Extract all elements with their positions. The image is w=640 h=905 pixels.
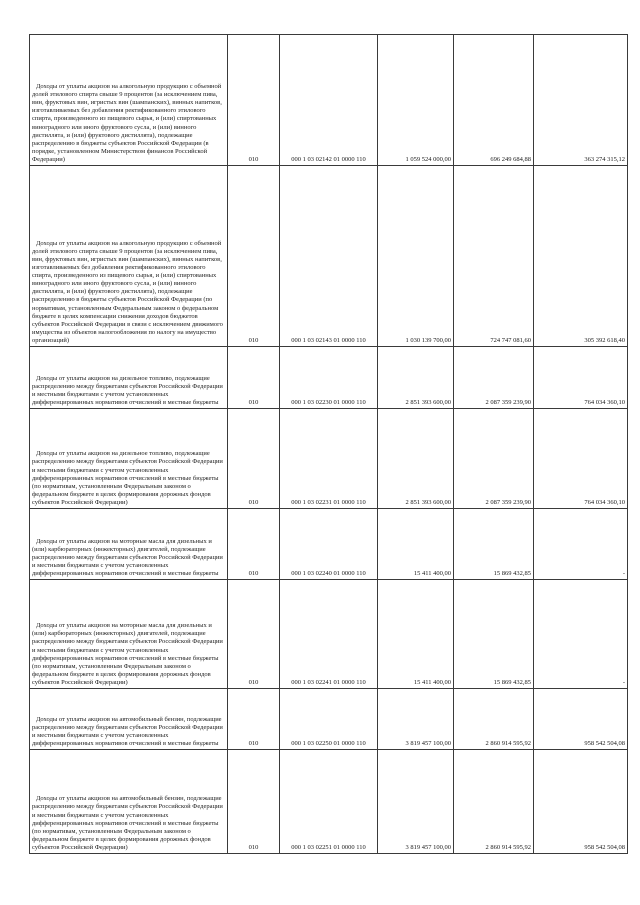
- table-row: [30, 580, 628, 689]
- table-row: [30, 347, 628, 409]
- row-name: Доходы от уплаты акцизов на моторные масла для дизельных и (или) карбюраторных (инжекторных) двигателей, подлежащие распределению между бюджетами субъектов Российской Федерации и местными бюджетами с учетом установленных дифференцированных нормативов отчислений в местные бюджеты: [30, 509, 228, 580]
- row-approved: 3 819 457 100,00: [378, 750, 454, 854]
- row-code: 010: [228, 35, 280, 166]
- row-approved: 1 030 139 700,00: [378, 166, 454, 347]
- row-executed: 15 869 432,85: [454, 509, 534, 580]
- row-unexecuted: 363 274 315,12: [534, 35, 628, 166]
- row-kbk: 000 1 03 02251 01 0000 110: [280, 750, 378, 854]
- row-executed: 2 087 359 239,90: [454, 347, 534, 409]
- row-approved: 15 411 400,00: [378, 580, 454, 689]
- row-kbk: 000 1 03 02142 01 0000 110: [280, 35, 378, 166]
- row-approved: 2 851 393 600,00: [378, 409, 454, 509]
- row-code: 010: [228, 166, 280, 347]
- income-report-table: [29, 34, 628, 854]
- row-unexecuted: -: [534, 580, 628, 689]
- row-code: 010: [228, 409, 280, 509]
- row-executed: 696 249 684,88: [454, 35, 534, 166]
- row-kbk: 000 1 03 02250 01 0000 110: [280, 689, 378, 750]
- row-executed: 2 860 914 595,92: [454, 750, 534, 854]
- row-approved: 1 059 524 000,00: [378, 35, 454, 166]
- row-name: Доходы от уплаты акцизов на моторные масла для дизельных и (или) карбюраторных (инжекторных) двигателей, подлежащие распределению между бюджетами субъектов Российской Федерации и местными бюджетами с учетом установленных дифференцированных нормативов отчислений в местные бюджеты (по нормативам, установленным Федеральным законом о федеральном бюджете в целях формирования дорожных фондов субъектов Российской Федерации): [30, 580, 228, 689]
- row-unexecuted: 305 392 618,40: [534, 166, 628, 347]
- row-approved: 2 851 393 600,00: [378, 347, 454, 409]
- row-executed: 2 087 359 239,90: [454, 409, 534, 509]
- row-unexecuted: 764 034 360,10: [534, 409, 628, 509]
- row-code: 010: [228, 689, 280, 750]
- row-unexecuted: 764 034 360,10: [534, 347, 628, 409]
- row-kbk: 000 1 03 02240 01 0000 110: [280, 509, 378, 580]
- row-kbk: 000 1 03 02231 01 0000 110: [280, 409, 378, 509]
- row-code: 010: [228, 750, 280, 854]
- table-row: [30, 509, 628, 580]
- table-row: [30, 689, 628, 750]
- row-name: Доходы от уплаты акцизов на алкогольную продукцию с объемной долей этилового спирта свыше 9 процентов (за исключением пива, вин, фруктовых вин, игристых вин (шампанских), винных напитков, изготавливаемых без добавления ректификованного этилового спирта, произведенного из пищевого сырья, и (или) спиртованных виноградного или иного фруктового сусла, и (или) винного дистиллята, и (или) фруктового дистиллята), подлежащие распределению в бюджеты субъектов Российской Федерации (в порядке, установленном Министерством финансов Российской Федерации): [30, 35, 228, 166]
- row-name: Доходы от уплаты акцизов на дизельное топливо, подлежащие распределению между бюджетами субъектов Российской Федерации и местными бюджетами с учетом установленных дифференцированных нормативов отчислений в местные бюджеты: [30, 347, 228, 409]
- row-name: Доходы от уплаты акцизов на алкогольную продукцию с объемной долей этилового спирта свыше 9 процентов (за исключением пива, вин, фруктовых вин, игристых вин (шампанских), винных напитков, изготавливаемых без добавления ректификованного этилового спирта, произведенного из пищевого сырья, и (или) спиртованных виноградного или иного фруктового сусла, и (или) винного дистиллята, и (или) фруктового дистиллята), подлежащие распределению в бюджеты субъектов Российской Федерации (по нормативам, установленным Федеральным законом о федеральном бюджете в целях компенсации снижения доходов бюджетов субъектов Российской Федерации в связи с исключением движимого имущества из объектов налогообложения по налогу на имущество организаций): [30, 166, 228, 347]
- row-kbk: 000 1 03 02143 01 0000 110: [280, 166, 378, 347]
- row-unexecuted: 958 542 504,08: [534, 689, 628, 750]
- row-name: Доходы от уплаты акцизов на автомобильный бензин, подлежащие распределению между бюджетами субъектов Российской Федерации и местными бюджетами с учетом установленных дифференцированных нормативов отчислений в местные бюджеты: [30, 689, 228, 750]
- row-code: 010: [228, 580, 280, 689]
- row-unexecuted: 958 542 504,08: [534, 750, 628, 854]
- table-row: [30, 166, 628, 347]
- row-name: Доходы от уплаты акцизов на дизельное топливо, подлежащие распределению между бюджетами субъектов Российской Федерации и местными бюджетами с учетом установленных дифференцированных нормативов отчислений в местные бюджеты (по нормативам, установленным Федеральным законом о федеральном бюджете в целях формирования дорожных фондов субъектов Российской Федерации): [30, 409, 228, 509]
- row-approved: 15 411 400,00: [378, 509, 454, 580]
- row-unexecuted: -: [534, 509, 628, 580]
- row-kbk: 000 1 03 02241 01 0000 110: [280, 580, 378, 689]
- table-row: [30, 750, 628, 854]
- table-row: [30, 35, 628, 166]
- row-executed: 2 860 914 595,92: [454, 689, 534, 750]
- row-approved: 3 819 457 100,00: [378, 689, 454, 750]
- row-name: Доходы от уплаты акцизов на автомобильный бензин, подлежащие распределению между бюджетами субъектов Российской Федерации и местными бюджетами с учетом установленных дифференцированных нормативов отчислений в местные бюджеты (по нормативам, установленным Федеральным законом о федеральном бюджете в целях формирования дорожных фондов субъектов Российской Федерации): [30, 750, 228, 854]
- row-executed: 724 747 081,60: [454, 166, 534, 347]
- row-code: 010: [228, 509, 280, 580]
- row-executed: 15 869 432,85: [454, 580, 534, 689]
- row-kbk: 000 1 03 02230 01 0000 110: [280, 347, 378, 409]
- row-code: 010: [228, 347, 280, 409]
- table-row: [30, 409, 628, 509]
